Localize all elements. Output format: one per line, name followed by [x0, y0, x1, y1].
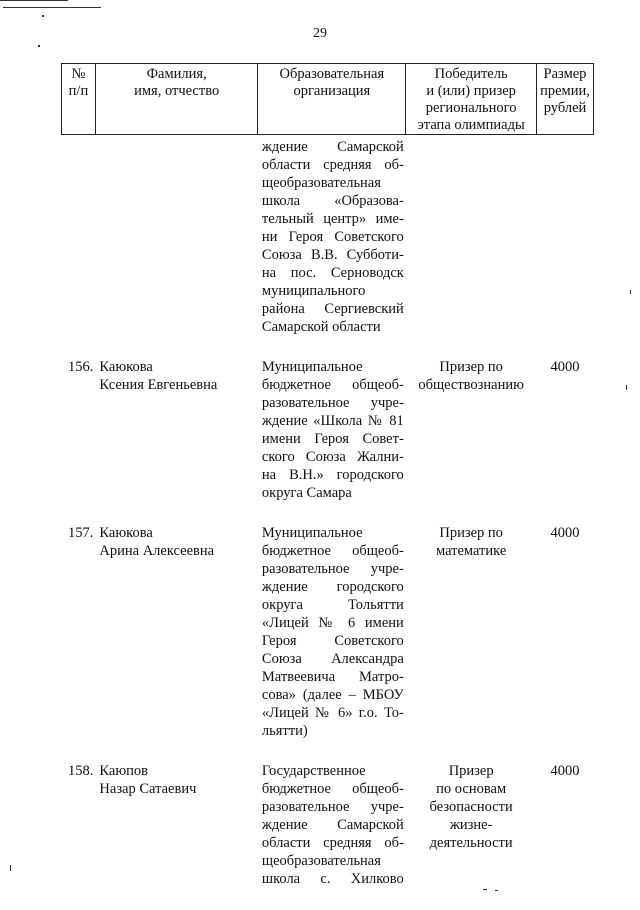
prize-cell: 4000	[550, 359, 580, 375]
name-cell	[95, 358, 258, 524]
prize-cell	[536, 135, 593, 359]
row-number: 158.	[68, 763, 94, 779]
winner-line: Призер по	[439, 359, 503, 375]
page-number: 29	[313, 26, 327, 41]
table-row	[62, 762, 594, 910]
org-line: «Лицей № 6» г.о. То-	[261, 705, 404, 721]
header-text: Победитель	[434, 66, 508, 82]
org-line: «Лицей № 6 имени	[261, 615, 404, 631]
org-line: щеобразовательная	[261, 853, 381, 869]
org-line: Самарской области	[261, 319, 381, 335]
header-winner	[406, 64, 537, 135]
org-line: района Сергиевский	[261, 301, 404, 317]
header-text: Фамилия,	[146, 66, 207, 82]
name-line: Каюкова	[99, 525, 153, 541]
table-row-continuation	[62, 135, 594, 359]
scan-mark	[0, 0, 68, 1]
header-num	[62, 64, 96, 135]
name-line: Ксения Евгеньевна	[99, 377, 218, 393]
header-text: п/п	[68, 83, 89, 99]
name-cell	[95, 762, 258, 910]
scan-mark	[3, 7, 101, 8]
header-text: Размер	[543, 66, 587, 82]
org-line: ждение Самарской	[261, 817, 404, 833]
name-line: Каюкова	[99, 359, 153, 375]
name-cell	[95, 524, 258, 762]
header-text: премии,	[540, 83, 590, 99]
winner-cell	[406, 762, 537, 910]
org-line: ждение «Школа № 81	[261, 413, 404, 429]
prize-cell: 4000	[550, 525, 580, 541]
header-text: Образовательная	[279, 66, 385, 82]
laureates-table	[61, 63, 594, 910]
org-line: Муниципальное	[261, 525, 363, 541]
header-text: организация	[293, 83, 371, 99]
org-line: тельный центр» име-	[261, 211, 404, 227]
org-line: округа Тольятти	[261, 597, 404, 613]
org-line: разовательное учре-	[261, 561, 404, 577]
org-line: льятти)	[261, 723, 308, 739]
org-line: на пос. Серноводск	[261, 265, 404, 281]
winner-line: безопасности	[429, 799, 513, 815]
org-line: имени Героя Совет-	[261, 431, 404, 447]
scan-mark	[42, 15, 44, 17]
table-row	[62, 524, 594, 762]
table-header-row	[62, 64, 594, 135]
org-line: Муниципальное	[261, 359, 363, 375]
org-line: Союза В.В. Субботи-	[261, 247, 404, 263]
header-text: этапа олимпиады	[417, 117, 525, 133]
org-line: ждение городского	[261, 579, 404, 595]
name-cell	[95, 135, 258, 359]
org-line: Государственное	[261, 763, 366, 779]
winner-cell	[406, 524, 537, 762]
org-line: округа Самара	[261, 485, 352, 501]
winner-line: деятельности	[429, 835, 513, 851]
org-line: на В.Н.» городского	[261, 467, 404, 483]
org-line: ни Героя Советского	[261, 229, 404, 245]
org-line: щеобразовательная	[261, 175, 381, 191]
scan-mark	[10, 865, 11, 871]
org-line: области средняя об-	[261, 157, 404, 173]
org-cell	[258, 762, 406, 910]
winner-line: жизне-	[449, 817, 493, 833]
name-line: Каюпов	[99, 763, 149, 779]
row-number: 157.	[68, 525, 94, 541]
header-org	[258, 64, 406, 135]
winner-line: математике	[436, 543, 507, 559]
name-line: Арина Алексеевна	[99, 543, 215, 559]
prize-cell: 4000	[550, 763, 580, 779]
org-line: муниципального	[261, 283, 366, 299]
winner-line: по основам	[436, 781, 507, 797]
scan-mark	[626, 385, 627, 390]
num-cell	[62, 135, 96, 359]
scan-mark	[38, 45, 40, 47]
header-text: имя, отчество	[134, 83, 220, 99]
winner-cell	[406, 135, 537, 359]
org-cell	[258, 358, 406, 524]
name-line: Назар Сатаевич	[99, 781, 197, 797]
header-text: и (или) призер	[426, 83, 516, 99]
winner-line: обществознанию	[418, 377, 524, 393]
scan-mark	[630, 290, 631, 294]
header-prize	[536, 64, 593, 135]
org-line: сова» (далее – МБОУ	[261, 687, 404, 703]
org-line: разовательное учре-	[261, 395, 404, 411]
org-cell	[258, 135, 406, 359]
org-line: Союза Александра	[261, 651, 404, 667]
header-text: регионального	[425, 100, 517, 116]
header-text: №	[71, 66, 86, 82]
org-line: Матвеевича Матро-	[261, 669, 404, 685]
winner-cell	[406, 358, 537, 524]
org-line: школа «Образова-	[261, 193, 404, 209]
org-line: разовательное учре-	[261, 799, 404, 815]
winner-line: Призер по	[439, 525, 503, 541]
org-line: бюджетное общеоб-	[261, 781, 404, 797]
header-name	[95, 64, 258, 135]
org-line: школа с. Хилково	[261, 871, 404, 887]
winner-line: Призер	[448, 763, 494, 779]
org-line: Героя Советского	[261, 633, 404, 649]
row-number: 156.	[68, 359, 94, 375]
table-row	[62, 358, 594, 524]
org-line: бюджетное общеоб-	[261, 377, 404, 393]
org-cell	[258, 524, 406, 762]
org-line: ждение Самарской	[261, 139, 404, 155]
org-line: бюджетное общеоб-	[261, 543, 404, 559]
org-line: области средняя об-	[261, 835, 404, 851]
org-line: ского Союза Жални-	[261, 449, 404, 465]
header-text: рублей	[543, 100, 587, 116]
